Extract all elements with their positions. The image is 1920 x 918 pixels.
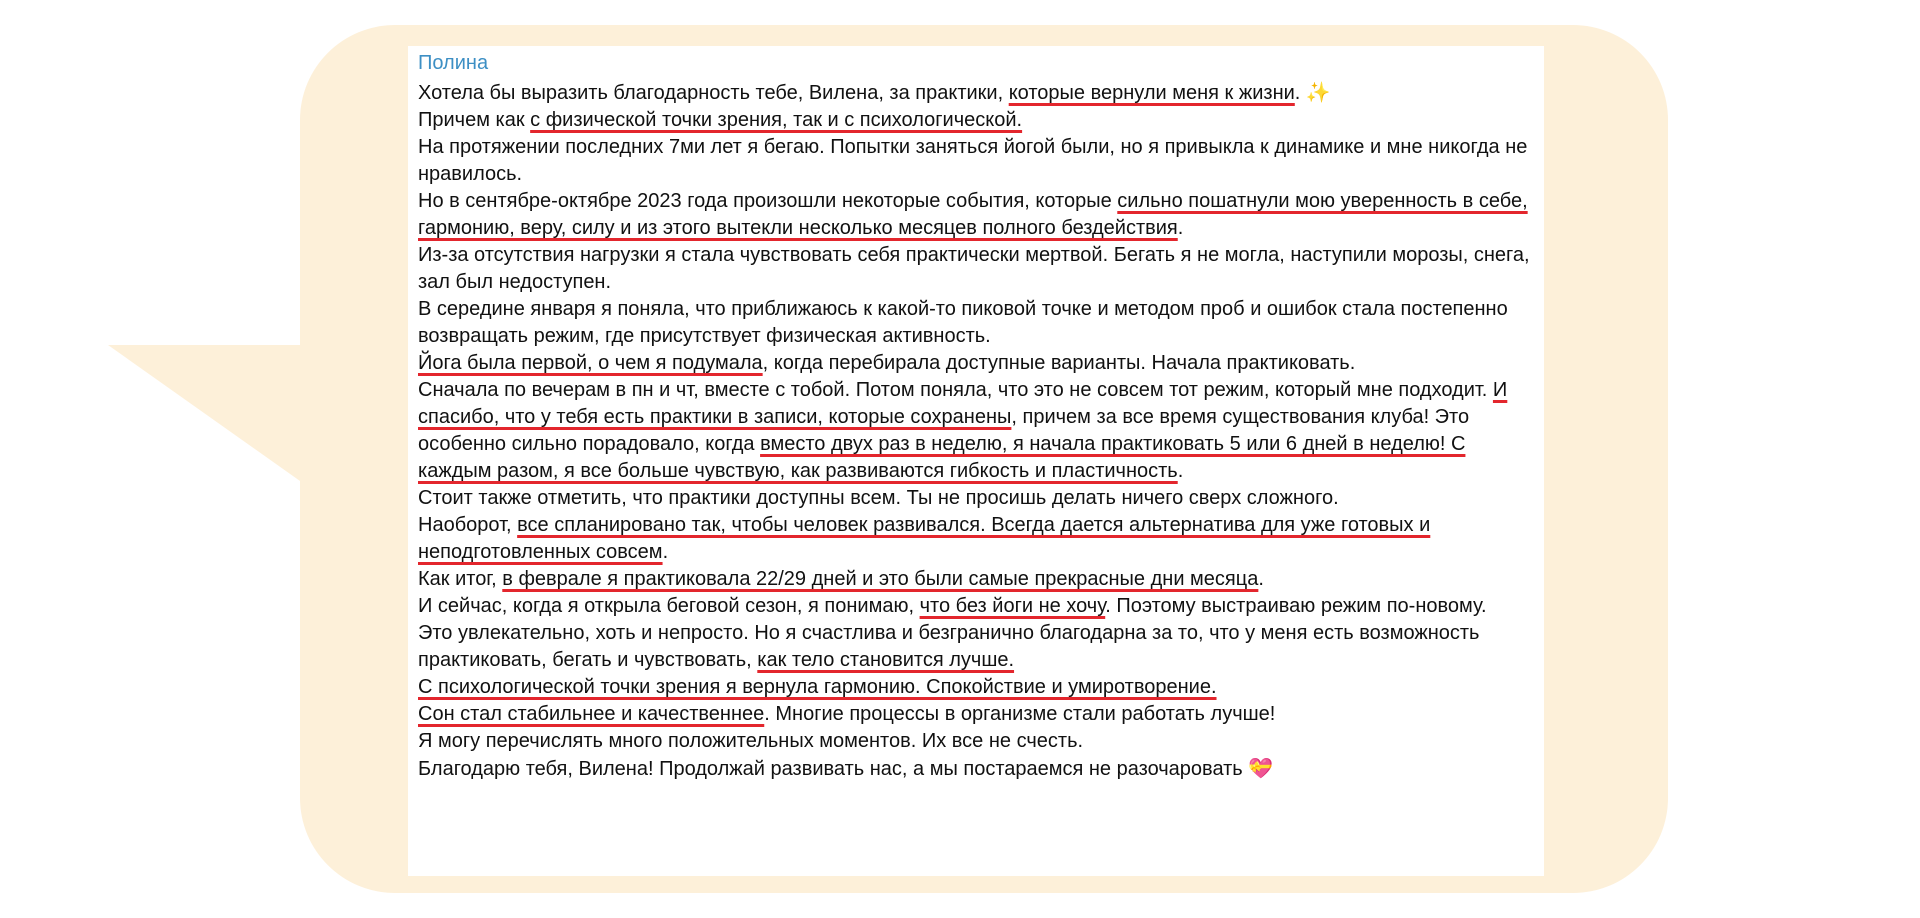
message-text-segment: .	[1294, 82, 1306, 104]
highlighted-text: сильно пошатнули мою уверенность в себе, гармонию, веру, силу и из этого вытекли несколько месяцев полного бездействия	[418, 190, 1528, 239]
message-paragraph	[418, 485, 1534, 512]
message-text-segment: , причем за все время существования клуба! Это особенно сильно порадовало, когда	[418, 406, 1470, 455]
heart-gift-icon: 💝	[1248, 756, 1274, 780]
message-paragraph	[418, 107, 1534, 134]
message-text-segment: .	[1258, 568, 1264, 590]
message-text-segment: Хотела бы выразить благодарность тебе, Вилена, за практики,	[418, 82, 1009, 104]
message-text-segment: На протяжении последних 7ми лет я бегаю. Попытки заняться йогой были, но я привыкла к динамике и мне никогда не нравилось.	[418, 136, 1528, 185]
message-text-segment: Благодарю тебя, Вилена! Продолжай развивать нас, а мы постараемся не разочаровать	[418, 758, 1249, 780]
message-card	[408, 46, 1544, 876]
message-text-segment: Наоборот,	[418, 514, 518, 536]
message-text-segment: Причем как	[418, 109, 531, 131]
sparkles-icon: ✨	[1305, 80, 1331, 104]
highlighted-text: как тело становится лучше.	[757, 649, 1015, 671]
message-text	[418, 79, 1534, 783]
message-text-segment: .	[662, 541, 669, 563]
message-paragraph	[418, 674, 1534, 701]
highlighted-text: в феврале я практиковала 22/29 дней и это были самые прекрасные дни месяца	[502, 568, 1259, 590]
highlighted-text: С психологической точки зрения я вернула гармонию. Спокойствие и умиротворение.	[418, 676, 1217, 698]
message-text-segment: . Многие процессы в организме стали работать лучше!	[764, 703, 1276, 725]
highlighted-text: которые вернули меня к жизни	[1008, 82, 1295, 104]
highlighted-text: с физической точки зрения, так и с психологической.	[530, 109, 1023, 131]
message-paragraph	[418, 79, 1534, 107]
author-name[interactable]: Полина	[418, 52, 489, 74]
highlighted-text: вместо двух раз в неделю, я начала практиковать 5 или 6 дней в неделю! С каждым разом, я все больше чувствую, как развиваются гибкость и пластичность	[418, 433, 1466, 482]
message-text-segment: .	[1177, 460, 1184, 482]
message-paragraph	[418, 512, 1534, 566]
highlighted-text: И спасибо, что у тебя есть практики в записи, которые сохранены	[418, 379, 1508, 428]
message-text-segment: Стоит также отметить, что практики доступны всем. Ты не просишь делать ничего сверх сложного.	[418, 487, 1339, 509]
message-text-segment: В середине января я поняла, что приближаюсь к какой-то пиковой точке и методом проб и ошибок стала постепенно возвращать режим, где присутствует физическая активность.	[418, 298, 1508, 347]
message-text-segment: Я могу перечислять много положительных моментов. Их все не счесть.	[418, 730, 1084, 752]
message-paragraph	[418, 377, 1534, 485]
highlighted-text: Сон стал стабильнее и качественнее	[418, 703, 765, 725]
message-text-segment: . Поэтому выстраиваю режим по-новому.	[1105, 595, 1487, 617]
message-text-segment: Сначала по вечерам в пн и чт, вместе с тобой. Потом поняла, что это не совсем тот режим, который мне подходит.	[418, 379, 1493, 401]
message-text-segment: Как итог,	[418, 568, 503, 590]
highlighted-text: что без йоги не хочу	[919, 595, 1106, 617]
message-paragraph	[418, 728, 1534, 755]
message-paragraph	[418, 755, 1534, 783]
message-paragraph	[418, 701, 1534, 728]
message-text-segment: Но в сентябре-октябре 2023 года произошли некоторые события, которые	[418, 190, 1118, 212]
message-text-segment: И сейчас, когда я открыла беговой сезон, я понимаю,	[418, 595, 920, 617]
message-paragraph	[418, 620, 1534, 674]
highlighted-text: Йога была первой, о чем я подумала	[418, 352, 763, 374]
message-paragraph	[418, 593, 1534, 620]
message-paragraph	[418, 188, 1534, 242]
message-paragraph	[418, 350, 1534, 377]
message-paragraph	[418, 566, 1534, 593]
message-paragraph	[418, 296, 1534, 350]
message-text-segment: Из-за отсутствия нагрузки я стала чувствовать себя практически мертвой. Бегать я не могла, наступили морозы, снега, зал был недоступен.	[418, 244, 1530, 293]
speech-bubble-tail	[108, 345, 348, 515]
message-paragraph	[418, 134, 1534, 188]
message-text-segment: Это увлекательно, хоть и непросто. Но я счастлива и безгранично благодарна за то, что у меня есть возможность практиковать, бегать и чувствовать,	[418, 622, 1480, 671]
message-text-segment: .	[1177, 217, 1184, 239]
message-text-segment: , когда перебирала доступные варианты. Начала практиковать.	[762, 352, 1356, 374]
highlighted-text: все спланировано так, чтобы человек развивался. Всегда дается альтернатива для уже готовых и неподготовленных совсем	[418, 514, 1431, 563]
message-paragraph	[418, 242, 1534, 296]
